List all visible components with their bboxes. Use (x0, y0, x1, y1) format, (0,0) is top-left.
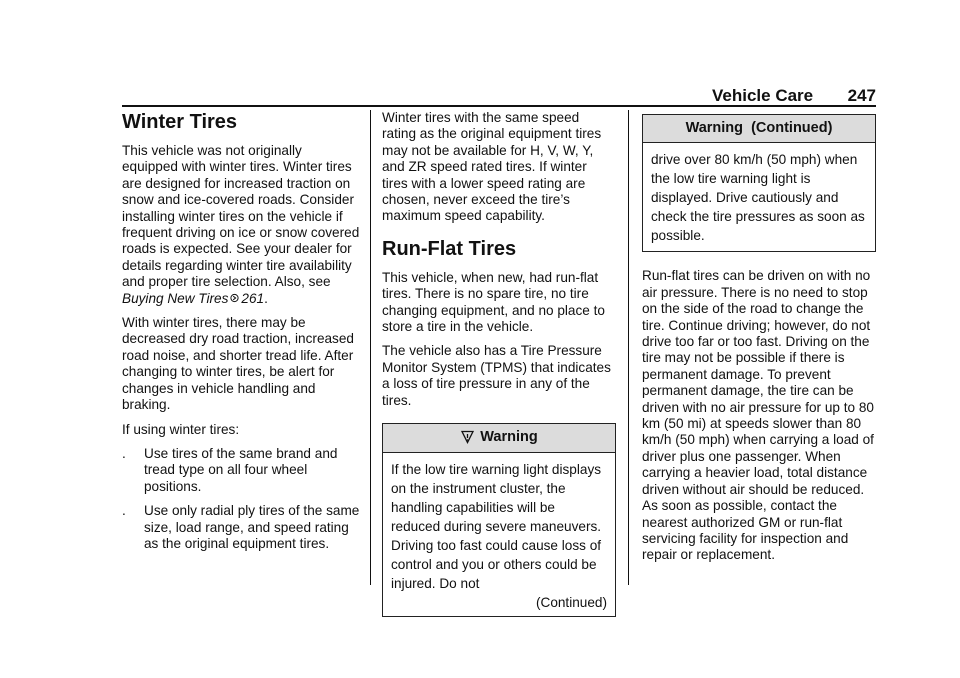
winter-tires-heading: Winter Tires (122, 111, 238, 133)
list-item: . Use only radial ply tires of the same size, load range, and speed rating as the original equipment tires. (122, 503, 360, 551)
warning-continued-body: drive over 80 km/h (50 mph) when the low tire warning light is displayed. Drive cautiously and check the tire pressures as soon as possible. (651, 152, 865, 244)
warning-continued-header (643, 115, 875, 143)
run-flat-paragraph-2: The vehicle also has a Tire Pressure Monitor System (TPMS) that indicates a loss of tire pressure in any of the tires. (382, 343, 611, 408)
page-header (712, 86, 876, 106)
winter-tires-paragraph-2: With winter tires, there may be decreased dry road traction, increased road noise, and shorter tread life. After changing to winter tires, be alert for changes in vehicle handling and braking. (122, 315, 354, 413)
warning-text: If the low tire warning light displays on the instrument cluster, the handling capabilities will be reduced during severe maneuvers. Driving too fast could cause loss of control and you or others could be injured. Do not (391, 461, 602, 591)
bullet-marker: . (122, 445, 126, 461)
warning-body (383, 453, 615, 616)
column-1 (122, 110, 360, 560)
warning-header (383, 424, 615, 452)
winter-tires-paragraph-3: If using winter tires: (122, 421, 240, 437)
column-3 (642, 114, 876, 572)
winter-tires-paragraph-1: This vehicle was not originally equipped with winter tires. Winter tires are designed for increased traction on snow and ice-covered roads. Consider installing winter tires on the vehicle if frequent driving on ice or snow covered roads is expected. See your dealer for details regarding winter tire availability and proper tire selection. Also, see Buying New Tires 261. (122, 143, 360, 306)
list-item: . Use tires of the same brand and tread type on all four wheel positions. (122, 445, 338, 494)
warning-continued-box (642, 114, 876, 252)
run-flat-tires-heading: Run-Flat Tires (382, 237, 517, 260)
speed-rating-paragraph: Winter tires with the same speed rating as the original equipment tires may not be available for H, V, W, Y, and ZR speed rated tires. If winter tires with a lower speed rating are chosen, never exceed the tire’s maximum speed capability. (382, 110, 602, 224)
section-title: Vehicle Care (712, 86, 814, 105)
header-divider (122, 105, 876, 107)
column-divider-2 (628, 110, 629, 585)
column-divider-1 (370, 110, 371, 585)
warning-title: Warning (480, 429, 538, 446)
warning-triangle-icon (460, 430, 474, 444)
cross-reference-link[interactable]: Buying New Tires 261 (122, 290, 265, 306)
page-number: 247 (847, 86, 876, 105)
run-flat-paragraph-1: This vehicle, when new, had run-flat tires. There is no spare tire, no tire changing equipment, and no place to store a tire in the vehicle. (382, 269, 605, 335)
warning-box (382, 423, 616, 616)
run-flat-driving-paragraph: Run-flat tires can be driven on with no air pressure. There is no need to stop on the side of the road to change the tire. Continue driving; however, do not drive too far or too fast. Driving on the tire may not be possible if there is permanent damage. To prevent permanent damage, the tire can be driven with no air pressure for up to 80 km (50 mi) at speeds slower than 80 km/h (50 mph) when carrying a load of driver plus one passenger. When carrying a heavier load, total distance driven without air should be reduced. As soon as possible, contact the nearest authorized GM or run-flat servicing facility for inspection and repair or replacement. (642, 268, 874, 563)
column-2 (382, 110, 616, 617)
page-ref-arrow-icon (230, 291, 239, 307)
warning-continued-title: Warning (Continued) (685, 120, 833, 136)
bullet-marker: . (122, 503, 126, 519)
continued-label: (Continued) (535, 594, 607, 610)
